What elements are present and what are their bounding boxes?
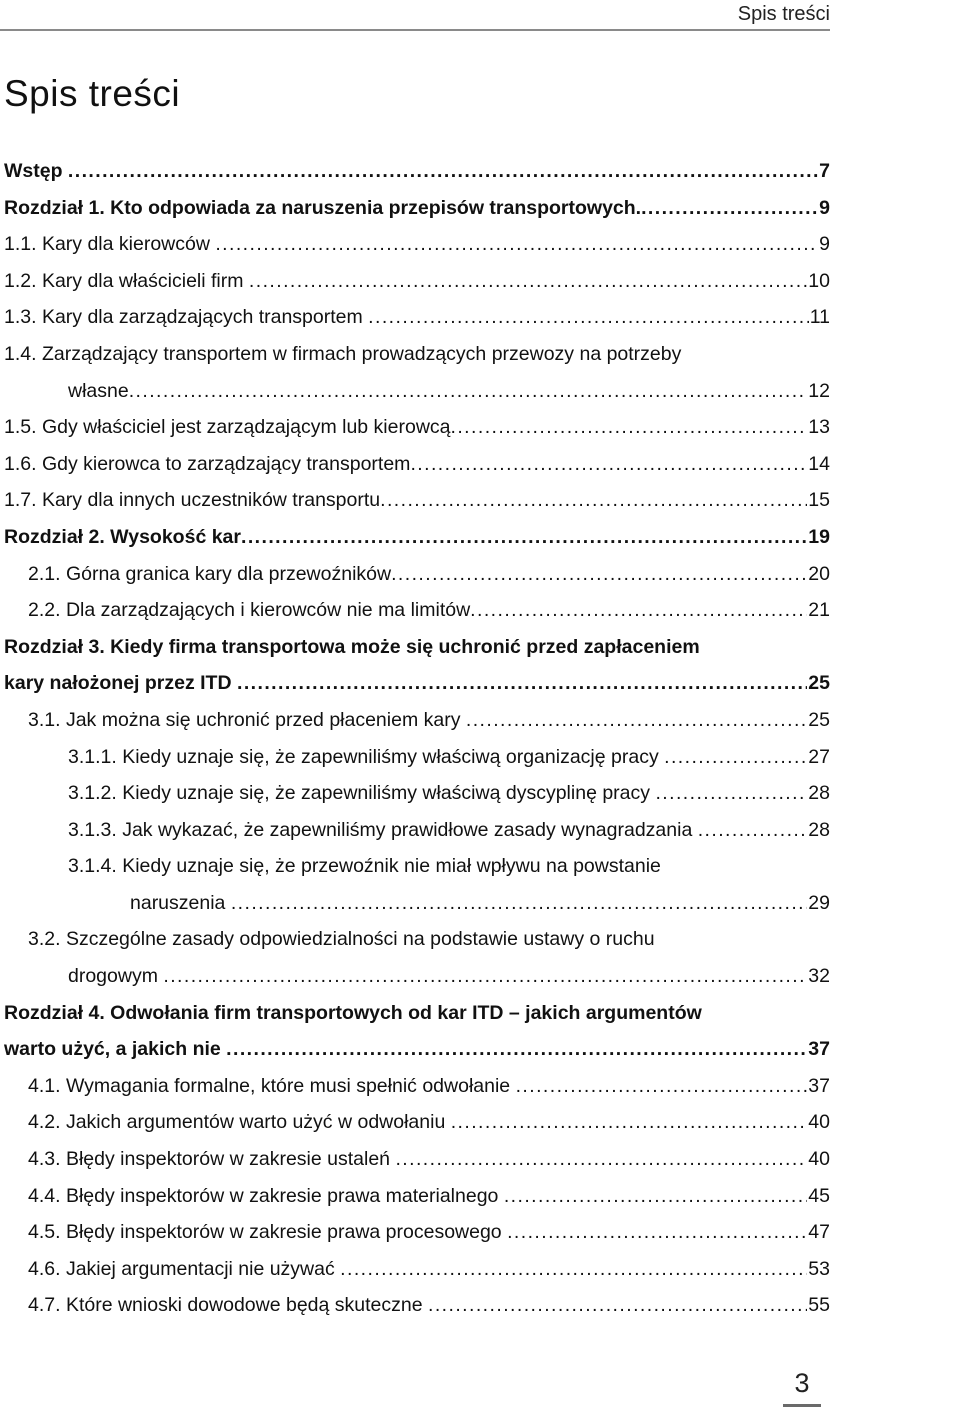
toc-page-number: 37	[808, 1074, 830, 1097]
toc-dot-leader	[470, 592, 807, 629]
toc-dot-leader	[428, 1287, 807, 1324]
toc-entry-title: Rozdział 4. Odwołania firm transportowych od kar ITD – jakich argumentów	[4, 1001, 702, 1024]
toc-dot-leader	[410, 446, 807, 483]
toc-entry-title: drogowym	[68, 965, 164, 988]
toc-page-number: 15	[808, 489, 830, 512]
toc-dot-leader	[241, 519, 807, 556]
toc-page-number: 25	[808, 672, 830, 695]
table-of-contents	[4, 153, 830, 1324]
toc-entry[interactable]	[4, 739, 830, 776]
toc-dot-leader	[215, 226, 818, 263]
toc-page-number: 11	[809, 306, 830, 329]
toc-entry-title: 4.7. Które wnioski dowodowe będą skuteczne	[28, 1294, 428, 1317]
toc-entry[interactable]	[4, 446, 830, 483]
toc-entry-title: 1.3. Kary dla zarządzających transportem	[4, 306, 369, 329]
toc-entry-title: 3.1. Jak można się uchronić przed płaceniem kary	[28, 708, 466, 731]
toc-page-number: 37	[808, 1038, 830, 1061]
toc-entry[interactable]	[4, 153, 830, 190]
toc-page-number: 32	[808, 965, 830, 988]
toc-page-number: 14	[808, 452, 830, 475]
toc-page-number: 27	[808, 745, 830, 768]
toc-entry-title: Rozdział 3. Kiedy firma transportowa może się uchronić przed zapłaceniem	[4, 635, 700, 658]
toc-dot-leader	[507, 1214, 807, 1251]
toc-dot-leader	[237, 665, 807, 702]
toc-entry[interactable]	[4, 1104, 830, 1141]
toc-entry[interactable]	[4, 409, 830, 446]
toc-page-number: 12	[808, 379, 830, 402]
toc-entry[interactable]	[4, 592, 830, 629]
toc-page-number: 10	[808, 269, 830, 292]
toc-entry[interactable]	[4, 958, 830, 995]
toc-page-number: 20	[808, 562, 830, 585]
toc-entry-title: 1.7. Kary dla innych uczestników transportu	[4, 489, 381, 512]
toc-entry-title: Rozdział 1. Kto odpowiada za naruszenia przepisów transportowych.	[4, 196, 642, 219]
toc-entry[interactable]	[4, 190, 830, 227]
toc-page-number: 47	[808, 1221, 830, 1244]
toc-dot-leader	[68, 153, 818, 190]
toc-dot-leader	[391, 556, 807, 593]
toc-entry-title: własne	[68, 379, 129, 402]
toc-entry[interactable]	[4, 702, 830, 739]
toc-entry[interactable]	[4, 1178, 830, 1215]
toc-entry[interactable]	[4, 226, 830, 263]
toc-entry-title: 3.1.2. Kiedy uznaje się, że zapewniliśmy właściwą dyscyplinę pracy	[68, 782, 656, 805]
toc-entry[interactable]	[4, 482, 830, 519]
toc-page-number: 21	[808, 599, 830, 622]
toc-entry-title: 1.5. Gdy właściciel jest zarządzającym lub kierowcą	[4, 416, 451, 439]
toc-dot-leader	[504, 1178, 807, 1215]
toc-dot-leader	[340, 1251, 807, 1288]
toc-entry-title: 4.3. Błędy inspektorów w zakresie ustaleń	[28, 1148, 396, 1171]
toc-entry-title: naruszenia	[130, 891, 231, 914]
toc-dot-leader	[226, 1031, 807, 1068]
toc-dot-leader	[249, 263, 807, 300]
toc-page-number: 28	[808, 782, 830, 805]
toc-page-number: 40	[808, 1111, 830, 1134]
toc-dot-leader	[664, 739, 807, 776]
toc-entry[interactable]	[4, 1214, 830, 1251]
toc-entry-title: 4.2. Jakich argumentów warto użyć w odwołaniu	[28, 1111, 451, 1134]
toc-dot-leader	[163, 958, 807, 995]
toc-entry-title: warto użyć, a jakich nie	[4, 1038, 227, 1061]
toc-page-number: 29	[808, 891, 830, 914]
toc-dot-leader	[380, 482, 807, 519]
toc-dot-leader	[231, 885, 807, 922]
toc-page-number: 45	[808, 1184, 830, 1207]
toc-entry-title: kary nałożonej przez ITD	[4, 672, 237, 695]
toc-entry-title: 4.1. Wymagania formalne, które musi spełnić odwołanie	[28, 1074, 516, 1097]
toc-entry[interactable]	[4, 848, 830, 885]
page-title: Spis treści	[4, 73, 181, 114]
toc-page-number: 9	[819, 233, 830, 256]
toc-entry[interactable]	[4, 1287, 830, 1324]
toc-dot-leader	[395, 1141, 807, 1178]
toc-entry[interactable]	[4, 373, 830, 410]
toc-page-number: 9	[819, 196, 830, 219]
toc-dot-leader	[641, 190, 818, 227]
toc-entry[interactable]	[4, 812, 830, 849]
toc-entry[interactable]	[4, 519, 830, 556]
toc-entry[interactable]	[4, 1251, 830, 1288]
toc-entry[interactable]	[4, 1068, 830, 1105]
toc-page-number: 53	[808, 1257, 830, 1280]
toc-page-number: 55	[808, 1294, 830, 1317]
toc-entry[interactable]	[4, 921, 830, 958]
toc-entry-title: 4.4. Błędy inspektorów w zakresie prawa materialnego	[28, 1184, 504, 1207]
toc-entry[interactable]	[4, 629, 830, 666]
toc-entry-title: 3.2. Szczególne zasady odpowiedzialności na podstawie ustawy o ruchu	[28, 928, 655, 951]
toc-entry-title: 1.4. Zarządzający transportem w firmach prowadzących przewozy na potrzeby	[4, 342, 682, 365]
toc-page-number: 40	[808, 1148, 830, 1171]
toc-entry-title: 3.1.4. Kiedy uznaje się, że przewoźnik nie miał wpływu na powstanie	[68, 855, 661, 878]
toc-entry[interactable]	[4, 263, 830, 300]
toc-entry[interactable]	[4, 336, 830, 373]
toc-entry[interactable]	[4, 775, 830, 812]
toc-entry-title: Wstęp	[4, 160, 68, 182]
toc-entry-title: 3.1.1. Kiedy uznaje się, że zapewniliśmy właściwą organizację pracy	[68, 745, 665, 768]
toc-entry-title: 1.2. Kary dla właścicieli firm	[4, 269, 249, 292]
toc-entry-title: 3.1.3. Jak wykazać, że zapewniliśmy prawidłowe zasady wynagradzania	[68, 818, 698, 841]
toc-page-number: 25	[808, 708, 830, 731]
header-divider	[0, 29, 830, 31]
toc-entry-title: 1.1. Kary dla kierowców	[4, 233, 216, 256]
toc-page-number: 28	[808, 818, 830, 841]
toc-dot-leader	[698, 812, 808, 849]
toc-entry[interactable]	[4, 1031, 830, 1068]
toc-dot-leader	[655, 775, 807, 812]
toc-entry[interactable]	[4, 885, 830, 922]
toc-entry[interactable]	[4, 995, 830, 1032]
toc-page-number: 13	[808, 416, 830, 439]
toc-entry[interactable]	[4, 556, 830, 593]
toc-entry-title: 2.2. Dla zarządzających i kierowców nie ma limitów	[28, 599, 471, 622]
toc-entry-title: 1.6. Gdy kierowca to zarządzający transportem	[4, 452, 411, 475]
toc-entry-title: 4.6. Jakiej argumentacji nie używać	[28, 1257, 341, 1280]
toc-dot-leader	[516, 1068, 808, 1105]
toc-entry[interactable]	[4, 665, 830, 702]
toc-entry[interactable]	[4, 1141, 830, 1178]
toc-entry-title: 2.1. Górna granica kary dla przewoźników	[28, 562, 392, 585]
running-header: Spis treści	[737, 3, 830, 25]
toc-entry[interactable]	[4, 299, 830, 336]
toc-page-number: 7	[819, 160, 830, 182]
toc-dot-leader	[466, 702, 807, 739]
toc-dot-leader	[129, 373, 808, 410]
toc-dot-leader	[368, 299, 809, 336]
toc-dot-leader	[451, 409, 808, 446]
toc-entry-title: 4.5. Błędy inspektorów w zakresie prawa procesowego	[28, 1221, 508, 1244]
toc-dot-leader	[451, 1104, 808, 1141]
toc-page-number: 19	[808, 525, 830, 548]
page-number: 3	[794, 1368, 810, 1398]
toc-entry-title: Rozdział 2. Wysokość kar	[4, 525, 241, 548]
